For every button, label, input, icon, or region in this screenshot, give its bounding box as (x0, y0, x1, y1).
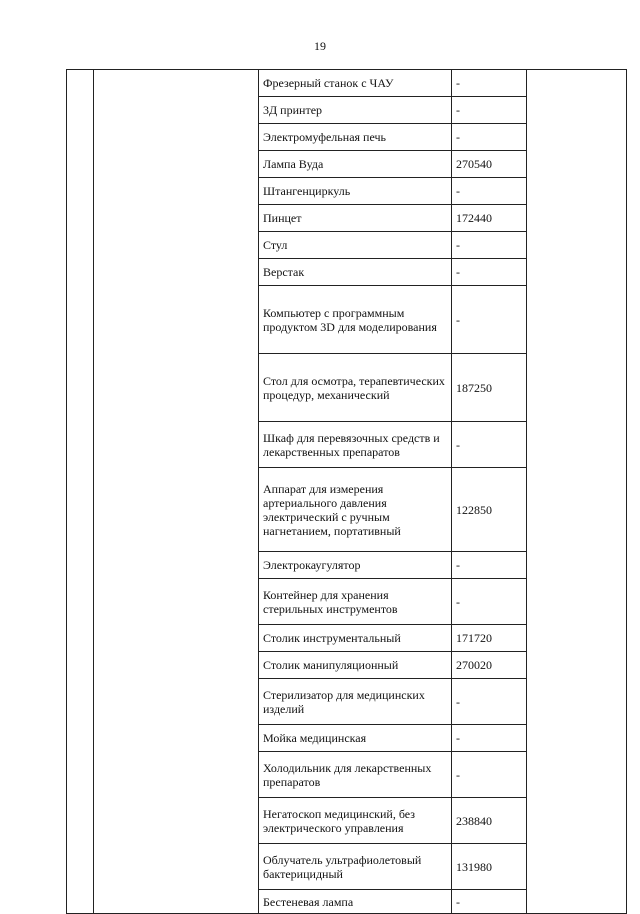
equipment-name: Стерилизатор для медицинских изделий (259, 679, 452, 725)
equipment-name: Аппарат для измерения артериального давления электрический с ручным нагнетанием, портативный (259, 468, 452, 552)
equipment-code: 270540 (452, 151, 527, 178)
equipment-code: 122850 (452, 468, 527, 552)
equipment-code: - (452, 259, 527, 286)
equipment-name: Столик инструментальный (259, 625, 452, 652)
equipment-name: Электромуфельная печь (259, 124, 452, 151)
equipment-code: - (452, 890, 527, 914)
equipment-name: Шкаф для перевязочных средств и лекарственных препаратов (259, 422, 452, 468)
equipment-code: - (452, 178, 527, 205)
equipment-code: - (452, 579, 527, 625)
equipment-name: Штангенциркуль (259, 178, 452, 205)
equipment-code: - (452, 124, 527, 151)
equipment-name: Верстак (259, 259, 452, 286)
number-column (67, 70, 94, 914)
notes-column (527, 70, 627, 914)
equipment-name: Столик манипуляционный (259, 652, 452, 679)
equipment-code: - (452, 422, 527, 468)
equipment-code: 270020 (452, 652, 527, 679)
room-column (94, 70, 259, 914)
equipment-code: - (452, 552, 527, 579)
equipment-code: 171720 (452, 625, 527, 652)
equipment-code: - (452, 70, 527, 97)
equipment-name: Компьютер с программным продуктом 3D для моделирования (259, 286, 452, 354)
equipment-name: 3Д принтер (259, 97, 452, 124)
equipment-name: Лампа Вуда (259, 151, 452, 178)
page-number: 19 (314, 39, 326, 53)
equipment-code: - (452, 97, 527, 124)
equipment-code: 187250 (452, 354, 527, 422)
equipment-name: Облучатель ультрафиолетовый бактерицидный (259, 844, 452, 890)
equipment-name: Бестеневая лампа (259, 890, 452, 914)
equipment-code: 131980 (452, 844, 527, 890)
equipment-code: - (452, 286, 527, 354)
equipment-name: Фрезерный станок с ЧАУ (259, 70, 452, 97)
equipment-code: 238840 (452, 798, 527, 844)
equipment-name: Негатоскоп медицинский, без электрического управления (259, 798, 452, 844)
equipment-name: Электрокаугулятор (259, 552, 452, 579)
equipment-name: Стол для осмотра, терапевтических процедур, механический (259, 354, 452, 422)
equipment-code: - (452, 752, 527, 798)
equipment-name: Мойка медицинская (259, 725, 452, 752)
equipment-name: Пинцет (259, 205, 452, 232)
equipment-name: Холодильник для лекарственных препаратов (259, 752, 452, 798)
equipment-name: Контейнер для хранения стерильных инструментов (259, 579, 452, 625)
equipment-table (66, 69, 627, 914)
equipment-name: Стул (259, 232, 452, 259)
equipment-code: - (452, 232, 527, 259)
table-row (67, 70, 627, 97)
equipment-code: - (452, 725, 527, 752)
equipment-code: - (452, 679, 527, 725)
equipment-code: 172440 (452, 205, 527, 232)
